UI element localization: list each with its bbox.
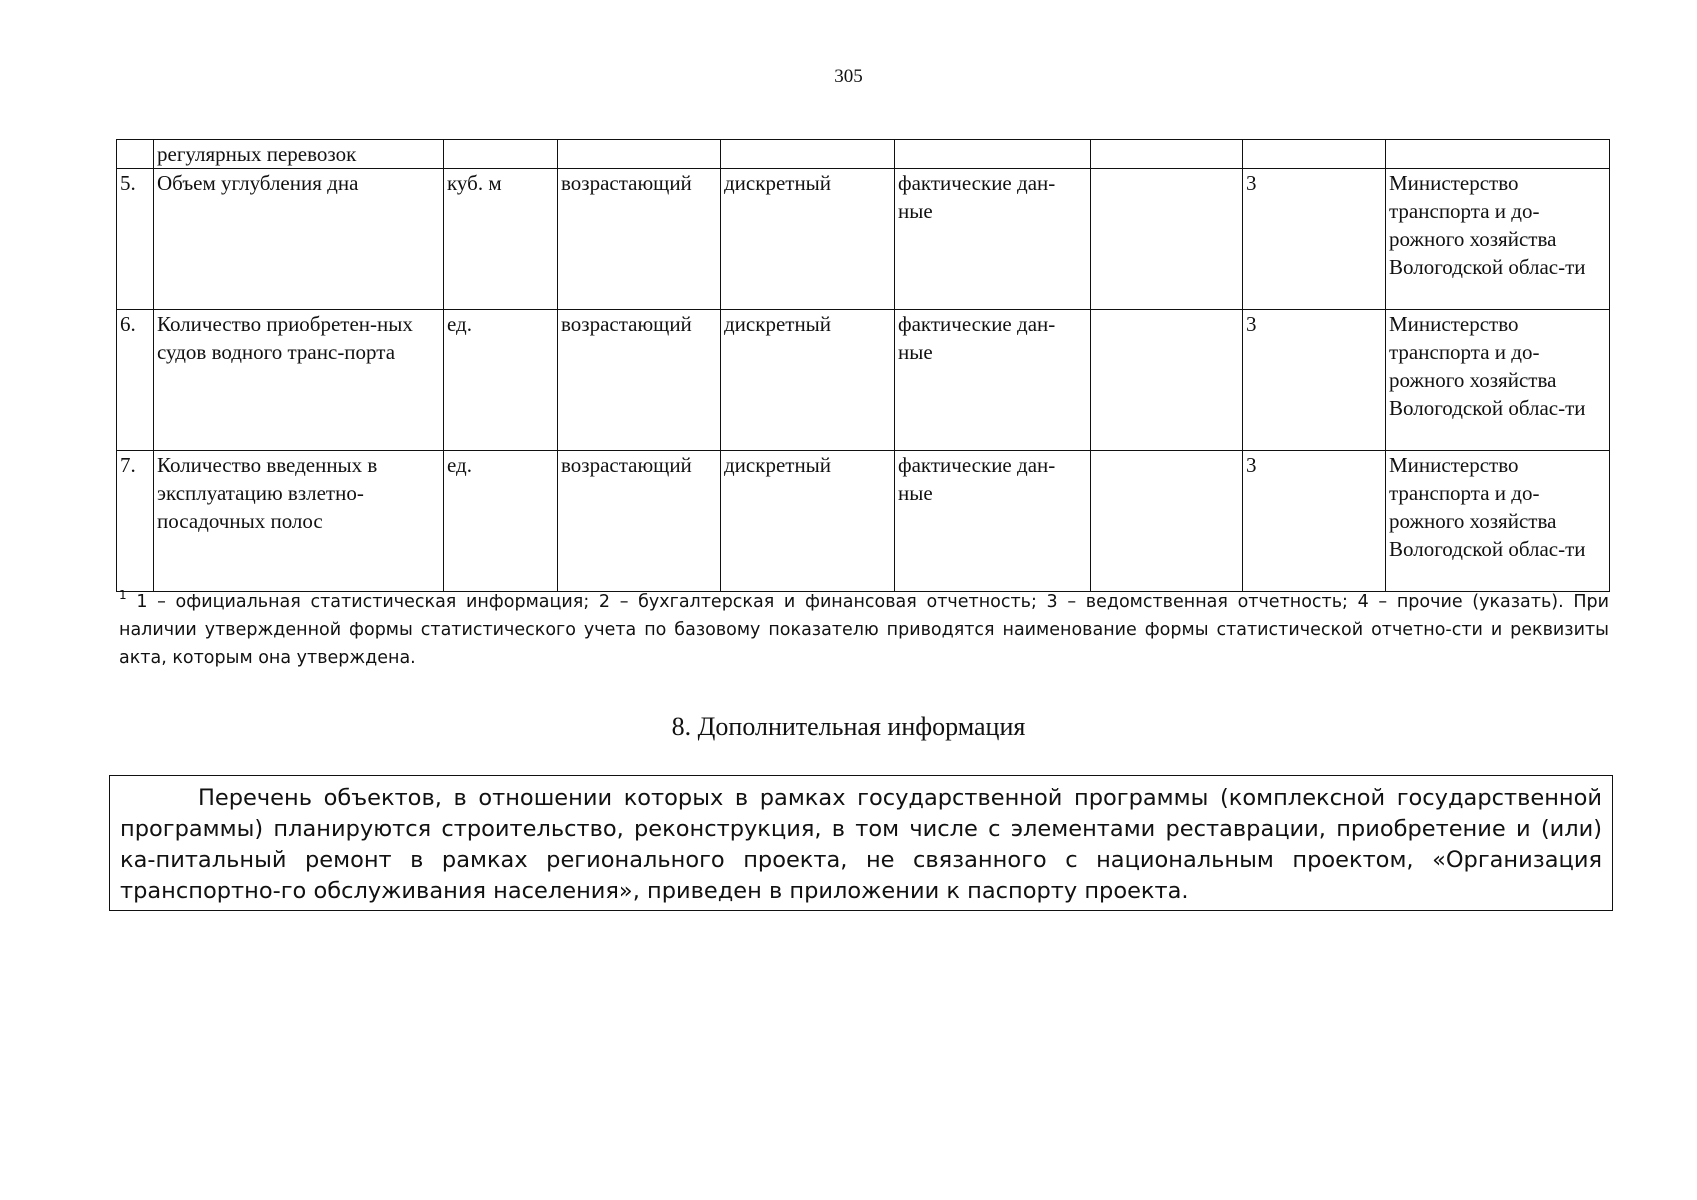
- row-number: 5.: [117, 169, 154, 310]
- table-cell: [1386, 140, 1610, 169]
- empty-cell: [1091, 451, 1243, 592]
- additional-info-text: Перечень объектов, в отношении которых в рамках государственной программы (комплексной государственной программы) планируются строительство, реконструкция, в том числе с элементами реставрации, приобретение и (или) ка-питальный ремонт в рамках регионального проекта, не связанного с национальным проектом, «Организация транспортно-го обслуживания населения», приведен в приложении к паспорту проекта.: [120, 785, 1602, 904]
- data-source: 3: [1243, 451, 1386, 592]
- table-row: [117, 169, 1610, 310]
- calculation-method: фактические дан-ные: [895, 451, 1091, 592]
- table-row-continuation: [117, 140, 1610, 169]
- page-number: 305: [834, 66, 863, 87]
- responsible-body: Министерство транспорта и до-рожного хозяйства Вологодской облас-ти: [1386, 451, 1610, 592]
- responsible-body: Министерство транспорта и до-рожного хозяйства Вологодской облас-ти: [1386, 169, 1610, 310]
- indicator-type: дискретный: [721, 169, 895, 310]
- data-source: 3: [1243, 169, 1386, 310]
- indicator-type: дискретный: [721, 310, 895, 451]
- table-cell: регулярных перевозок: [154, 140, 444, 169]
- table-cell: [444, 140, 558, 169]
- data-source: 3: [1243, 310, 1386, 451]
- indicator-type: дискретный: [721, 451, 895, 592]
- direction: возрастающий: [558, 310, 721, 451]
- empty-cell: [1091, 169, 1243, 310]
- row-number: 6.: [117, 310, 154, 451]
- table-cell: [721, 140, 895, 169]
- table-cell: [1091, 140, 1243, 169]
- row-number: 7.: [117, 451, 154, 592]
- footnote-marker: 1: [119, 588, 127, 602]
- responsible-body: Министерство транспорта и до-рожного хозяйства Вологодской облас-ти: [1386, 310, 1610, 451]
- direction: возрастающий: [558, 451, 721, 592]
- table-row: [117, 310, 1610, 451]
- table-cell: [558, 140, 721, 169]
- table-cell: [895, 140, 1091, 169]
- unit: ед.: [444, 451, 558, 592]
- empty-cell: [1091, 310, 1243, 451]
- calculation-method: фактические дан-ные: [895, 169, 1091, 310]
- unit: куб. м: [444, 169, 558, 310]
- indicators-table: [116, 139, 1610, 592]
- calculation-method: фактические дан-ные: [895, 310, 1091, 451]
- indicator-name: Количество приобретен-ных судов водного транс-порта: [154, 310, 444, 451]
- table-cell: [117, 140, 154, 169]
- table-cell: [1243, 140, 1386, 169]
- additional-info-box: [109, 775, 1613, 911]
- indicator-name: Количество введенных в эксплуатацию взлетно-посадочных полос: [154, 451, 444, 592]
- footnote-text: 1 – официальная статистическая информация; 2 – бухгалтерская и финансовая отчетность; 3 – ведомственная отчетность; 4 – прочие (указать). При наличии утвержденной формы статистического учета по базовому показателю приводятся наименование формы статистической отчетно-сти и реквизиты акта, которым она утверждена.: [119, 592, 1609, 668]
- indicator-name: Объем углубления дна: [154, 169, 444, 310]
- unit: ед.: [444, 310, 558, 451]
- direction: возрастающий: [558, 169, 721, 310]
- footnote: [119, 588, 1609, 672]
- table-row: [117, 451, 1610, 592]
- section-heading: 8. Дополнительная информация: [671, 712, 1026, 741]
